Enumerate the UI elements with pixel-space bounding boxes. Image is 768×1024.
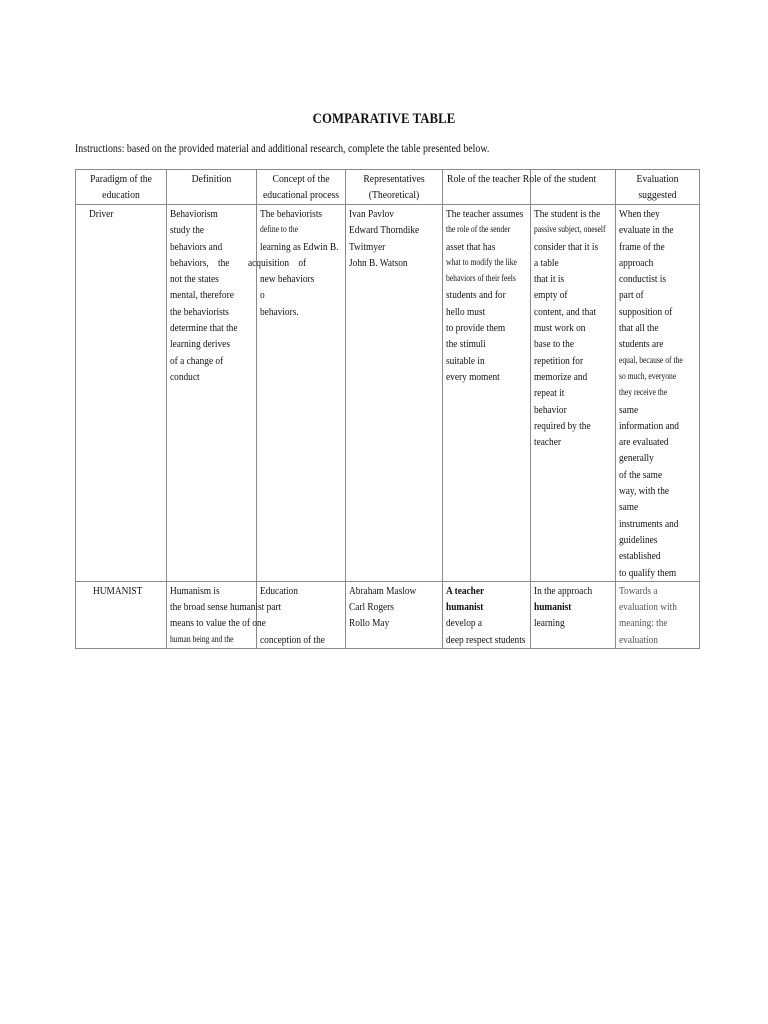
cell-line: evaluation	[619, 633, 658, 646]
cell-line: are evaluated	[619, 436, 669, 449]
cell-line: means to value the of one	[170, 617, 266, 630]
cell-line: Rollo May	[349, 617, 390, 630]
comparative-table	[75, 169, 700, 649]
cell-line: the broad sense humanist part	[170, 601, 282, 614]
cell-line: HUMANIST	[93, 584, 143, 597]
cell-line: instruments and	[619, 517, 679, 530]
cell-paradigm	[76, 581, 167, 648]
cell-line: Towards a	[619, 584, 658, 597]
cell-line: human being and the	[170, 634, 234, 645]
cell-line: The teacher assumes	[446, 208, 524, 220]
header-representatives	[346, 170, 443, 205]
cell-line: way, with the	[619, 485, 670, 498]
cell-line: to provide them	[446, 322, 506, 335]
cell-line: Driver	[89, 208, 114, 220]
cell-line: When they	[619, 208, 660, 220]
cell-line: the behaviorists	[170, 305, 229, 318]
cell-representatives	[346, 581, 443, 648]
cell-line: generally	[619, 452, 654, 465]
cell-line: o	[260, 289, 265, 302]
cell-line: behaviors.	[260, 305, 299, 318]
header-line: Concept of the	[272, 173, 330, 185]
cell-role-teacher	[443, 581, 531, 648]
cell-line: teacher	[534, 436, 561, 449]
cell-line: develop a	[446, 617, 483, 630]
cell-role-student	[531, 581, 616, 648]
cell-line: the stimuli	[446, 338, 486, 351]
cell-concept	[248, 205, 346, 582]
cell-line: Carl Rogers	[349, 601, 394, 614]
cell-line: mental, therefore	[170, 289, 234, 302]
cell-line: humanist	[534, 601, 572, 614]
header-line: education	[102, 189, 140, 201]
cell-line: content, and that	[534, 305, 597, 318]
cell-line: In the approach	[534, 584, 593, 597]
cell-line: that it is	[534, 273, 565, 286]
cell-line: same	[619, 403, 639, 416]
cell-line: approach	[619, 256, 654, 269]
cell-role-teacher	[443, 205, 531, 582]
cell-line: passive subject, oneself	[534, 225, 606, 236]
cell-line: behaviors and	[170, 240, 223, 253]
cell-line: equal, because of the	[619, 355, 683, 366]
cell-line: Edward Thorndike	[349, 224, 420, 237]
cell-line: the role of the sender	[446, 225, 511, 236]
header-line: Representatives	[363, 173, 425, 185]
cell-line: new behaviors	[260, 273, 315, 286]
header-definition	[167, 170, 257, 205]
cell-line: evaluation with	[619, 601, 677, 614]
cell-line: determine that the	[170, 322, 238, 335]
cell-line: repeat it	[534, 387, 565, 400]
cell-line: behaviors of their feels	[446, 274, 516, 285]
cell-line: acquisition of	[248, 256, 307, 269]
header-line	[536, 171, 610, 187]
table-row	[76, 205, 700, 582]
header-concept	[257, 170, 346, 205]
cell-line: suitable in	[446, 354, 485, 367]
cell-line: John B. Watson	[349, 256, 408, 269]
cell-concept	[257, 581, 346, 648]
cell-definition	[167, 205, 257, 582]
cell-line: behavior	[534, 403, 567, 416]
cell-line: study the	[170, 224, 205, 237]
cell-line: A teacher	[446, 584, 485, 597]
cell-line: so much, everyone	[619, 371, 677, 382]
header-line: Paradigm of the	[90, 173, 152, 185]
cell-line: of the same	[619, 468, 663, 481]
header-role-student	[531, 170, 616, 205]
page-title: COMPARATIVE TABLE	[312, 111, 456, 127]
cell-line: frame of the	[619, 240, 665, 253]
cell-line: not the states	[170, 273, 219, 286]
cell-line: Humanism is	[170, 584, 220, 597]
cell-line: deep respect students	[446, 633, 526, 646]
cell-line: same	[619, 501, 639, 514]
cell-role-student	[531, 205, 616, 582]
cell-line: Twitmyer	[349, 240, 386, 253]
header-line: educational process	[262, 189, 340, 201]
header-line: Definition	[191, 173, 232, 185]
cell-line: Education	[260, 584, 298, 597]
cell-line: The student is the	[534, 208, 601, 220]
cell-line: asset that has	[446, 240, 496, 253]
header-line: suggested	[638, 189, 677, 201]
cell-line: define to the	[260, 225, 298, 236]
cell-line: students are	[619, 338, 664, 351]
header-row	[76, 170, 700, 205]
cell-evaluation	[616, 581, 700, 648]
cell-line: repetition for	[534, 354, 584, 367]
cell-line: Ivan Pavlov	[349, 208, 394, 220]
cell-paradigm	[76, 205, 167, 582]
cell-line: Abraham Maslow	[349, 584, 417, 597]
cell-line: what to modify the like	[446, 257, 517, 268]
cell-line: information and	[619, 419, 679, 432]
cell-line: learning	[534, 617, 565, 630]
cell-line: supposition of	[619, 305, 673, 318]
cell-line	[260, 615, 331, 631]
cell-line: students and for	[446, 289, 506, 302]
header-line: (Theoretical)	[368, 189, 420, 201]
instructions-text: Instructions: based on the provided material and additional research, complete the table presented below.	[75, 143, 490, 155]
cell-line: must work on	[534, 322, 586, 335]
cell-line: memorize and	[534, 370, 588, 383]
cell-line: they receive the	[619, 388, 668, 399]
cell-evaluation	[616, 205, 700, 582]
cell-line	[260, 599, 331, 615]
cell-line: every moment	[446, 370, 500, 383]
header-paradigm	[76, 170, 167, 205]
header-role-teacher	[443, 170, 597, 205]
cell-line: Behaviorism	[170, 208, 218, 220]
cell-line: of a change of	[170, 354, 224, 367]
cell-line: humanist	[446, 601, 484, 614]
cell-line: empty of	[534, 289, 568, 302]
cell-line: required by the	[534, 419, 591, 432]
header-line: Evaluation	[636, 173, 679, 185]
cell-line: a table	[534, 256, 559, 269]
cell-line: to qualify them	[619, 566, 677, 579]
cell-line: part of	[619, 289, 644, 302]
table-row	[76, 581, 700, 648]
cell-line: learning as Edwin B.	[260, 240, 339, 253]
header-line: Role of the teacher Role of the student	[447, 173, 597, 185]
cell-line: conductist is	[619, 273, 667, 286]
cell-line: that all the	[619, 322, 659, 335]
cell-line: evaluate in the	[619, 224, 674, 237]
cell-representatives	[346, 205, 443, 582]
cell-line: The behaviorists	[260, 208, 323, 220]
cell-line: guidelines	[619, 533, 658, 546]
cell-line: consider that it is	[534, 240, 599, 253]
cell-line: behaviors, the	[170, 256, 230, 269]
cell-line: established	[619, 550, 661, 563]
cell-line: meaning: the	[619, 617, 668, 630]
cell-line: hello must	[446, 305, 486, 318]
cell-line: base to the	[534, 338, 574, 351]
cell-line: conception of the	[260, 633, 325, 646]
header-evaluation	[616, 170, 700, 205]
cell-line: conduct	[170, 370, 200, 383]
cell-line: learning derives	[170, 338, 230, 351]
